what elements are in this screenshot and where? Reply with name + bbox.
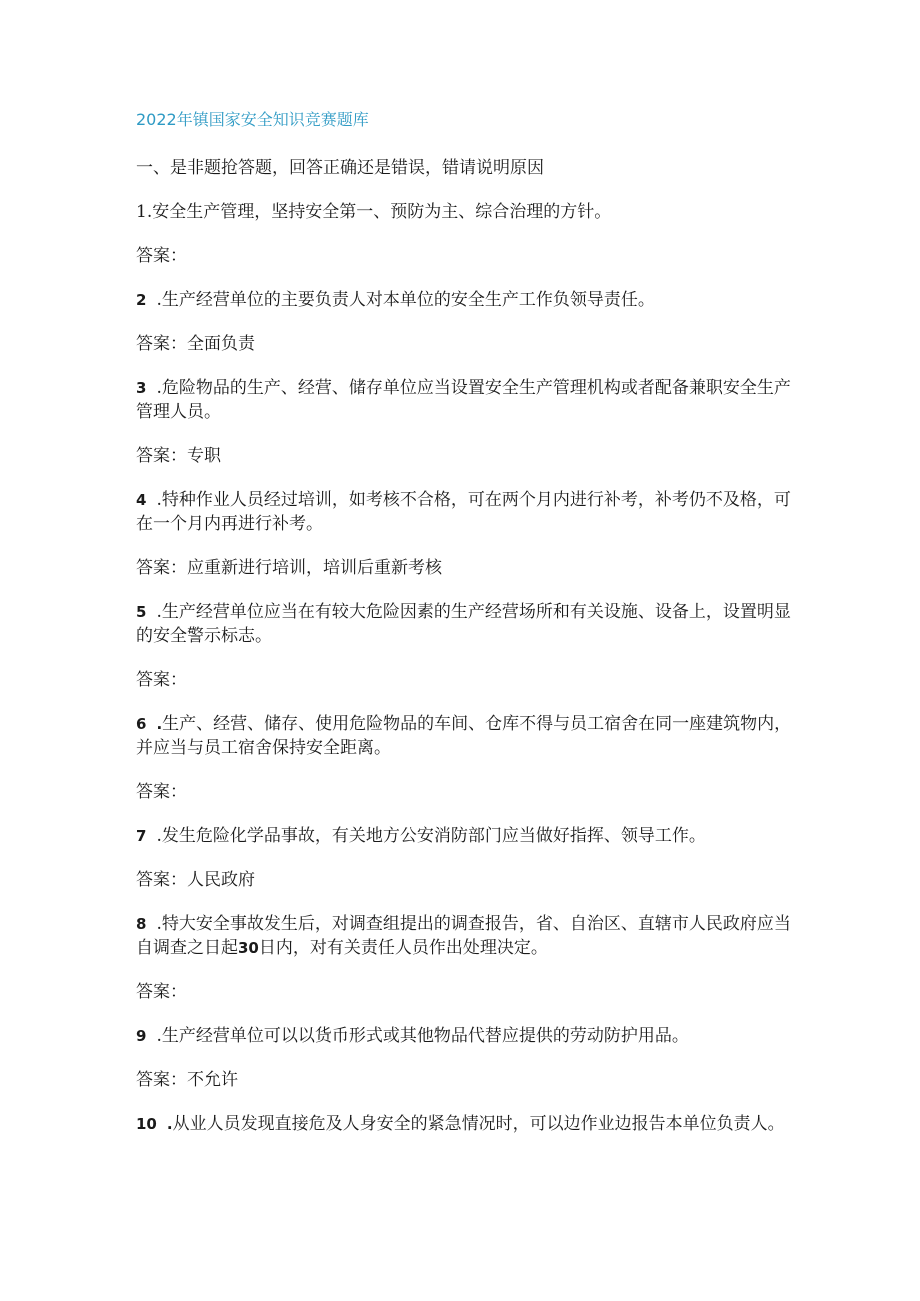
answer-8 (136, 980, 796, 1004)
answer-text: 应重新进行培训，培训后重新考核 (187, 558, 442, 578)
answer-1 (136, 244, 796, 268)
question-7 (136, 824, 796, 848)
answer-3 (136, 444, 796, 468)
answer-5 (136, 668, 796, 692)
answer-label: 答案： (136, 870, 187, 890)
question-separator: . (156, 715, 163, 733)
answer-text: 人民政府 (187, 870, 255, 890)
answer-6 (136, 780, 796, 804)
question-number: 7 (136, 827, 147, 845)
question-3 (136, 376, 796, 424)
answer-text: 全面负责 (187, 334, 255, 354)
question-text: 生产经营单位可以以货币形式或其他物品代替应提供的劳动防护用品。 (161, 1026, 689, 1046)
question-number: 10 (136, 1115, 157, 1133)
answer-9 (136, 1068, 796, 1092)
question-number: 9 (136, 1027, 147, 1045)
section-heading: 一、是非题抢答题，回答正确还是错误，错请说明原因 (136, 158, 544, 178)
question-4 (136, 488, 796, 536)
question-number: 5 (136, 603, 147, 621)
answer-label: 答案： (136, 670, 187, 690)
question-bold-value: 30 (238, 939, 259, 957)
question-text-continued: 日内，对有关责任人员作出处理决定。 (258, 938, 548, 958)
question-10 (136, 1112, 796, 1136)
answer-4 (136, 556, 796, 580)
answer-label: 答案： (136, 334, 187, 354)
answer-label: 答案： (136, 1070, 187, 1090)
question-text: 生产经营单位的主要负责人对本单位的安全生产工作负领导责任。 (161, 290, 655, 310)
question-text: 生产经营单位应当在有较大危险因素的生产经营场所和有关设施、设备上，设置明显的安全警示标志。 (136, 602, 791, 646)
question-1 (136, 200, 796, 224)
answer-label: 答案： (136, 982, 187, 1002)
question-text: 从业人员发现直接危及人身安全的紧急情况时，可以边作业边报告本单位负责人。 (172, 1114, 785, 1134)
answer-label: 答案： (136, 558, 187, 578)
question-number: 3 (136, 379, 147, 397)
answer-7 (136, 868, 796, 892)
question-number: 6 (136, 715, 147, 733)
answer-label: 答案： (136, 246, 187, 266)
question-text: 生产、经营、储存、使用危险物品的车间、仓库不得与员工宿舍在同一座建筑物内，并应当与员工宿舍保持安全距离。 (136, 714, 792, 758)
question-text: 发生危险化学品事故，有关地方公安消防部门应当做好指挥、领导工作。 (161, 826, 706, 846)
document-title: 2022年镇国家安全知识竞赛题库 (136, 110, 369, 129)
question-separator: . (156, 602, 162, 622)
question-separator: . (156, 378, 162, 398)
question-2 (136, 288, 796, 312)
question-number: 1. (136, 202, 153, 222)
question-text: 特大安全事故发生后，对调查组提出的调查报告，省、自治区、直辖市人民政府应当自调查之日起 (136, 914, 791, 958)
question-separator: . (156, 290, 162, 310)
question-separator: . (156, 826, 162, 846)
question-number: 4 (136, 491, 147, 509)
question-9 (136, 1024, 796, 1048)
answer-label: 答案： (136, 782, 187, 802)
answer-label: 答案： (136, 446, 187, 466)
question-5 (136, 600, 796, 648)
question-6 (136, 712, 796, 760)
question-separator: . (156, 914, 162, 934)
question-text: 危险物品的生产、经营、储存单位应当设置安全生产管理机构或者配备兼职安全生产管理人员。 (136, 378, 791, 422)
question-text: 特种作业人员经过培训，如考核不合格，可在两个月内进行补考，补考仍不及格，可在一个月内再进行补考。 (136, 490, 791, 534)
question-separator: . (156, 1026, 162, 1046)
question-number: 2 (136, 291, 147, 309)
question-8 (136, 912, 796, 960)
document-page (136, 108, 796, 1156)
question-separator: . (156, 490, 162, 510)
answer-2 (136, 332, 796, 356)
answer-text: 不允许 (187, 1070, 238, 1090)
answer-text: 专职 (187, 446, 221, 466)
question-text: 安全生产管理，坚持安全第一、预防为主、综合治理的方针。 (152, 202, 612, 222)
question-separator: . (166, 1115, 173, 1133)
question-number: 8 (136, 915, 147, 933)
